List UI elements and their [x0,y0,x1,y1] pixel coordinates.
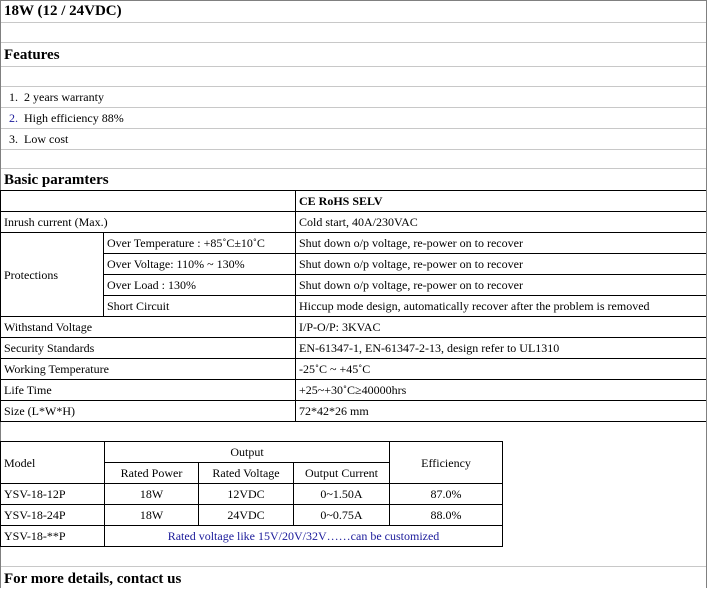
feature-item [1,129,707,150]
protection-name: Short Circuit [104,296,296,317]
row-label: Withstand Voltage [1,317,296,338]
basic-params-heading: Basic paramters [1,169,707,190]
output-current-header: Output Current [294,463,390,484]
page-title: 18W (12 / 24VDC) [1,1,707,23]
blank-row [1,67,707,87]
efficiency-cell: 87.0% [390,484,503,505]
feature-item [1,108,707,129]
basic-params-table [0,190,707,422]
table-row [1,526,503,547]
protection-value: Shut down o/p voltage, re-power on to recover [296,275,707,296]
protection-value: Shut down o/p voltage, re-power on to recover [296,254,707,275]
row-value: Cold start, 40A/230VAC [296,212,707,233]
output-header: Output [105,442,390,463]
table-row [1,338,707,359]
table-row [1,317,707,338]
table-row [1,275,707,296]
model-table [0,441,503,547]
protection-name: Over Load : 130% [104,275,296,296]
power-cell: 18W [105,505,199,526]
certifications: CE RoHS SELV [296,191,707,212]
feature-text: Low cost [24,132,68,146]
protections-label: Protections [1,233,104,317]
row-value: -25˚C ~ +45˚C [296,359,707,380]
table-row [1,505,503,526]
protection-value: Hiccup mode design, automatically recover after the problem is removed [296,296,707,317]
model-header: Model [1,442,105,484]
blank-row [1,547,707,567]
table-row [1,191,707,212]
model-cell: YSV-18-**P [1,526,105,547]
power-cell: 18W [105,484,199,505]
empty-cell [1,191,296,212]
table-row [1,380,707,401]
feature-item [1,87,707,108]
protection-value: Shut down o/p voltage, re-power on to recover [296,233,707,254]
feature-number: 2. [9,108,24,128]
model-cell: YSV-18-24P [1,505,105,526]
table-row [1,401,707,422]
efficiency-cell: 88.0% [390,505,503,526]
rated-power-header: Rated Power [105,463,199,484]
blank-row [1,150,707,169]
contact-heading: For more details, contact us [1,567,707,589]
blank-row [1,23,707,43]
row-label: Life Time [1,380,296,401]
protection-name: Over Voltage: 110% ~ 130% [104,254,296,275]
row-value: EN-61347-1, EN-61347-2-13, design refer to UL1310 [296,338,707,359]
row-label: Security Standards [1,338,296,359]
row-value: 72*42*26 mm [296,401,707,422]
table-row [1,254,707,275]
customization-note: Rated voltage like 15V/20V/32V……can be customized [105,526,503,547]
protection-name: Over Temperature : +85˚C±10˚C [104,233,296,254]
row-label: Working Temperature [1,359,296,380]
features-heading: Features [1,43,707,67]
feature-number: 1. [9,87,24,107]
row-value: +25~+30˚C≥40000hrs [296,380,707,401]
table-row [1,359,707,380]
row-label: Size (L*W*H) [1,401,296,422]
voltage-cell: 12VDC [199,484,294,505]
table-row [1,212,707,233]
feature-text: 2 years warranty [24,90,104,104]
table-row [1,484,503,505]
feature-number: 3. [9,129,24,149]
feature-text: High efficiency 88% [24,111,124,125]
row-value: I/P-O/P: 3KVAC [296,317,707,338]
table-row [1,296,707,317]
blank-row [1,421,707,441]
voltage-cell: 24VDC [199,505,294,526]
rated-voltage-header: Rated Voltage [199,463,294,484]
table-row [1,233,707,254]
efficiency-header: Efficiency [390,442,503,484]
current-cell: 0~0.75A [294,505,390,526]
table-row [1,442,503,463]
model-cell: YSV-18-12P [1,484,105,505]
row-label: Inrush current (Max.) [1,212,296,233]
current-cell: 0~1.50A [294,484,390,505]
